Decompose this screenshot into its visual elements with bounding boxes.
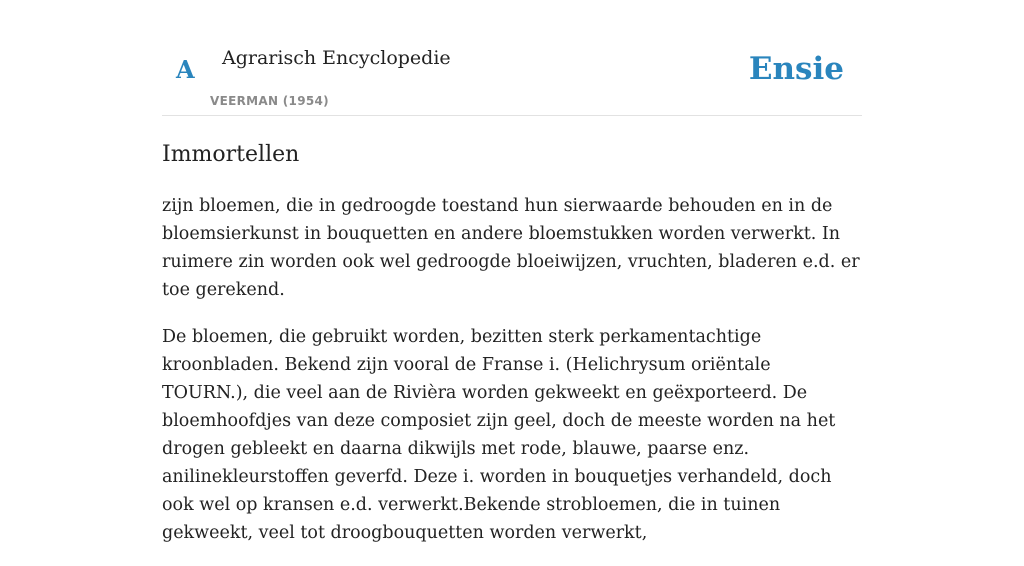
- source-author: VEERMAN (1954): [210, 94, 329, 108]
- article-title: Immortellen: [162, 142, 300, 167]
- page: [162, 0, 862, 543]
- article-paragraph: zijn bloemen, die in gedroogde toestand hun sierwaarde behouden en in de bloemsierkunst in bouquetten en andere bloemstukken worden verwerkt. In ruimere zin worden ook wel gedroogde bloeiwijzen, vruchten, bladeren e.d. er toe gerekend.: [162, 196, 860, 300]
- letter-index-link[interactable]: A: [176, 55, 195, 84]
- ensie-logo[interactable]: Ensie: [748, 51, 844, 87]
- article-paragraph: De bloemen, die gebruikt worden, bezitten sterk perkamentachtige kroonbladen. Bekend zijn vooral de Franse i. (Helichrysum oriëntale TOURN.), die veel aan de Rivièra worden gekweekt en geëxporteerd. De bloemhoofdjes van deze composiet zijn geel, doch de meeste worden na het drogen gebleekt en daarna dikwijls met rode, blauwe, paarse enz. anilinekleurstoffen geverfd. Deze i. worden in bouquetjes verhandeld, doch ook wel op kransen e.d. verwerkt.Bekende strobloemen, die in tuinen gekweekt, veel tot droogbouquetten worden verwerkt,: [162, 327, 836, 543]
- source-title[interactable]: Agrarisch Encyclopedie: [222, 47, 451, 69]
- article-body: [162, 192, 862, 566]
- header: [162, 0, 862, 116]
